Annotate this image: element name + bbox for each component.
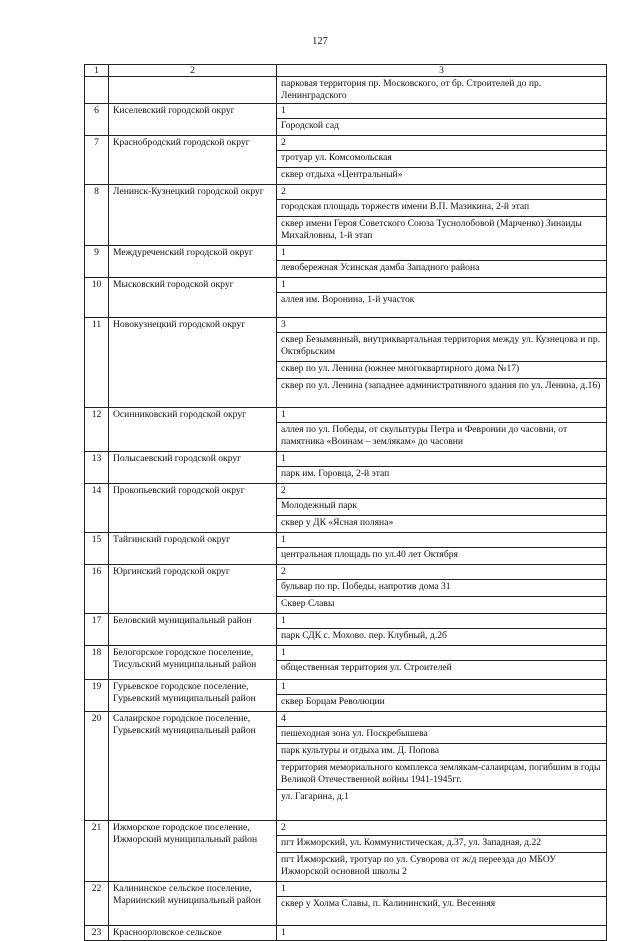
row-number: 20 [85,712,109,821]
territory-item: парк им. Горовца, 2-й этап [277,467,607,484]
territory-item: парк культуры и отдыха им. Д. Попова [277,744,607,761]
municipality-name [109,77,277,104]
table-row [85,77,607,104]
table-row [85,408,607,423]
territory-item: пгт Ижморский, ул. Коммунистическая, д.37, ул. Западная, д.22 [277,836,607,853]
territory-item: парк СДК с. Мохово. пер. Клубный, д.2б [277,629,607,646]
municipality-name: Калининское сельское поселение, Мариинский муниципальный район [109,882,277,926]
table-row [85,278,607,293]
row-number: 18 [85,646,109,680]
territory-item: парковая территория пр. Московского, от бр. Строителей до пр. Ленинградского [277,77,607,104]
territory-count: 1 [277,680,607,695]
table-row [85,136,607,151]
header-col-1: 1 [85,65,109,77]
header-col-3: 3 [277,65,607,77]
territories-table [84,64,607,941]
territory-item: общественная территория ул. Строителей [277,661,607,680]
table-row [85,246,607,261]
territory-item: центральная площадь по ул.40 лет Октября [277,548,607,565]
territory-count: 1 [277,646,607,661]
territory-count: 1 [277,452,607,467]
municipality-name: Ижморское городское поселение, Ижморский муниципальный район [109,821,277,882]
table-row [85,565,607,580]
municipality-name: Междуреченский городской округ [109,246,277,278]
territory-item: сквер отдыха «Центральный» [277,168,607,185]
table-row [85,926,607,941]
territory-count: 2 [277,185,607,200]
header-col-2: 2 [109,65,277,77]
row-number: 8 [85,185,109,246]
table-row [85,533,607,548]
territory-item: левобережная Усинская дамба Западного района [277,261,607,278]
municipality-name: Киселевский городской округ [109,104,277,136]
municipality-name: Белогорское городское поселение, Тисульский муниципальный район [109,646,277,680]
row-number: 23 [85,926,109,941]
territory-count: 1 [277,533,607,548]
municipality-name: Ленинск-Кузнецкий городской округ [109,185,277,246]
municipality-name: Прокопьевский городской округ [109,484,277,533]
table-row [85,680,607,695]
row-number: 15 [85,533,109,565]
territory-item: сквер у Холма Славы, п. Калининский, ул. Весенняя [277,897,607,926]
territory-item: сквер Борцам Революции [277,695,607,712]
table-row [85,614,607,629]
territory-item: ул. Гагарина, д.1 [277,790,607,821]
municipality-name: Салаирское городское поселение, Гурьевский муниципальный район [109,712,277,821]
territory-item: тротуар ул. Комсомольская [277,151,607,168]
row-number: 11 [85,318,109,408]
row-number: 19 [85,680,109,712]
municipality-name: Краснобродский городской округ [109,136,277,185]
territory-count: 1 [277,104,607,119]
territory-item: аллея по ул. Победы, от скульптуры Петра и Февронии до часовни, от памятника «Воинам – землякам» до часовни [277,423,607,452]
territory-item: Сквер Славы [277,597,607,614]
territory-count: 1 [277,926,607,941]
territory-count: 3 [277,318,607,333]
municipality-name: Беловский муниципальный район [109,614,277,646]
territory-count: 2 [277,821,607,836]
table-row [85,821,607,836]
table-row [85,484,607,499]
row-number: 16 [85,565,109,614]
territory-count: 1 [277,408,607,423]
territory-item: Молодежный парк [277,499,607,516]
municipality-name: Новокузнецкий городской округ [109,318,277,408]
row-number [85,77,109,104]
table-row [85,185,607,200]
row-number: 10 [85,278,109,318]
row-number: 17 [85,614,109,646]
territory-count: 1 [277,882,607,897]
municipality-name: Гурьевское городское поселение, Гурьевский муниципальный район [109,680,277,712]
territory-count: 4 [277,712,607,727]
municipality-name: Тайгинский городской округ [109,533,277,565]
territory-item: территория мемориального комплекса землякам-салаирцам, погибшим в годы Великой Отечественной войны 1941-1945гг. [277,761,607,790]
row-number: 9 [85,246,109,278]
table-row [85,712,607,727]
municipality-name: Мысковский городской округ [109,278,277,318]
territory-item: сквер у ДК «Ясная поляна» [277,516,607,533]
page-number: 127 [312,36,328,47]
table-row [85,104,607,119]
table-row [85,646,607,661]
row-number: 6 [85,104,109,136]
territory-item: сквер по ул. Ленина (южнее многоквартирного дома №17) [277,362,607,379]
territory-count: 2 [277,484,607,499]
municipality-name: Полысаевский городской округ [109,452,277,484]
territory-item: пешеходная зона ул. Поскребышева [277,727,607,744]
row-number: 7 [85,136,109,185]
territory-count: 1 [277,278,607,293]
territory-item: Городской сад [277,119,607,136]
table-row [85,882,607,897]
territory-item: аллея им. Воронина, 1-й участок [277,293,607,318]
territory-count: 1 [277,246,607,261]
row-number: 14 [85,484,109,533]
table-body [85,77,607,941]
table-row [85,452,607,467]
municipality-name: Красноорловское сельское [109,926,277,941]
territory-item: городская площадь торжеств имени В.П. Мазикина, 2-й этап [277,200,607,217]
row-number: 13 [85,452,109,484]
table-header-row [85,65,607,77]
territory-count: 2 [277,565,607,580]
territory-item: пгт Ижморский, тротуар по ул. Суворова от ж/д переезда до МБОУ Ижморской основной школы 2 [277,853,607,882]
row-number: 12 [85,408,109,452]
territory-count: 1 [277,614,607,629]
table-row [85,318,607,333]
territory-item: сквер Безымянный, внутриквартальная территория между ул. Кузнецова и пр. Октябрьским [277,333,607,362]
municipality-name: Осинниковский городской округ [109,408,277,452]
territory-item: бульвар по пр. Победы, напротив дома 31 [277,580,607,597]
territory-count: 2 [277,136,607,151]
territory-item: сквер по ул. Ленина (западнее административного здания по ул. Ленина, д.16) [277,379,607,408]
territory-item: сквер имени Героя Советского Союза Туснолобовой (Марченко) Зинаиды Михайловны, 1-й этап [277,217,607,246]
municipality-name: Юргинский городской округ [109,565,277,614]
row-number: 22 [85,882,109,926]
row-number: 21 [85,821,109,882]
